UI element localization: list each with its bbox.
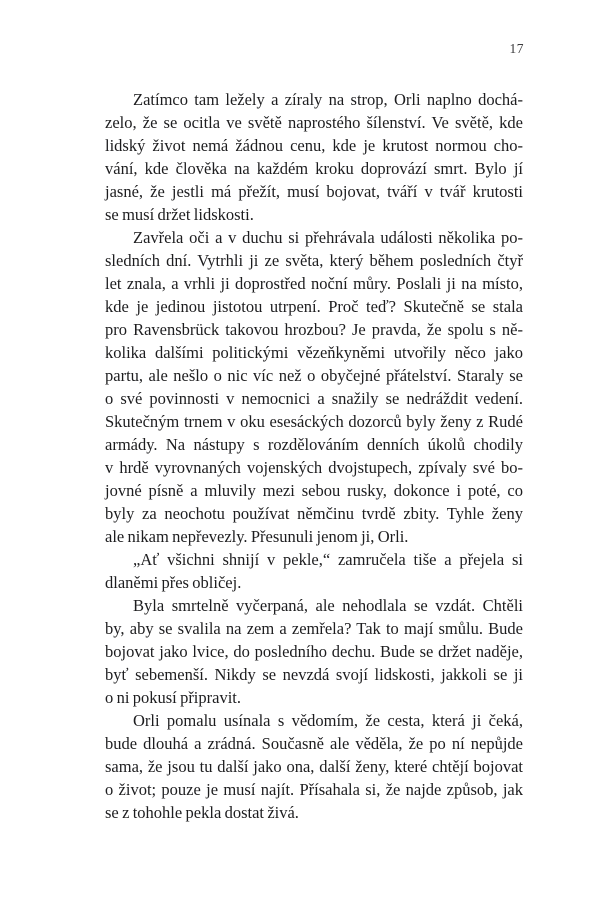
text-line: v hrdě vyrovnaných vojenských dvojstupech, zpívaly své bo- (105, 458, 523, 477)
text-line: „Ať všichni shnijí v pekle,“ zamručela tiše a přejela si (133, 550, 523, 569)
page-number: 17 (509, 41, 524, 56)
text-line: o své povinnosti v nemocnici a snažily se nedráždit vedení. (105, 389, 523, 408)
text-line: let znala, a vrhli ji doprostřed noční můry. Poslali ji na místo, (105, 274, 523, 293)
text-line: bojovat jako lvice, do posledního dechu. Bude se držet naděje, (105, 642, 523, 661)
text-line: byly za neochotu používat němčinu tvrdě zbity. Tyhle ženy (105, 504, 523, 523)
text-line: sledních dní. Vytrhli ji ze světa, který během posledních čtyř (105, 251, 523, 270)
text-line: vání, kde člověka na každém kroku doprovází smrt. Bylo jí (105, 159, 523, 178)
text-line: jasné, že jestli má přežít, musí bojovat, tváří v tvář krutosti (105, 182, 523, 201)
text-line: Orli pomalu usínala s vědomím, že cesta, která ji čeká, (133, 711, 523, 730)
text-line: Byla smrtelně vyčerpaná, ale nehodlala se vzdát. Chtěli (133, 596, 523, 615)
text-line: se musí držet lidskosti. (105, 205, 254, 224)
text-line: dlaněmi přes obličej. (105, 573, 242, 592)
text-block (105, 88, 523, 824)
text-line: kde je jedinou jistotou utrpení. Proč teď? Skutečně se stala (105, 297, 523, 316)
text-line: sama, že jsou tu další jako ona, další ženy, které chtějí bojovat (105, 757, 523, 776)
text-line: o ni pokusí připravit. (105, 688, 242, 707)
text-line: Skutečným trnem v oku esesáckých dozorců byly ženy z Rudé (105, 412, 523, 431)
text-line: lidský život nemá žádnou cenu, kde je krutost normou cho- (105, 136, 523, 155)
text-line: armády. Na nástupy s rozdělováním denních úkolů chodily (105, 435, 523, 454)
text-line: pro Ravensbrück takovou hrozbou? Je pravda, že spolu s ně- (105, 320, 523, 339)
text-line: Zavřela oči a v duchu si přehrávala události několika po- (133, 228, 523, 247)
text-line: byť sebemenší. Nikdy se nevzdá svojí lidskosti, jakkoli se ji (105, 665, 523, 684)
text-line: se z tohohle pekla dostat živá. (105, 803, 299, 822)
text-line: Zatímco tam ležely a zíraly na strop, Orli naplno dochá- (133, 90, 523, 109)
text-line: kolika dalšími politickými vězeňkyněmi utvořily něco jako (105, 343, 523, 362)
text-line: bude dlouhá a zrádná. Současně ale věděla, že po ní nepůjde (105, 734, 523, 753)
text-line: o život; pouze je musí najít. Přísahala si, že najde způsob, jak (105, 780, 523, 799)
text-line: partu, ale nešlo o nic víc než o obyčejné přátelství. Staraly se (105, 366, 523, 385)
text-line: ale nikam nepřevezly. Přesunuli jenom ji, Orli. (105, 527, 409, 546)
text-line: zelo, že se ocitla ve světě naprostého šílenství. Ve světě, kde (105, 113, 523, 132)
text-line: jovné písně a mluvily mezi sebou rusky, dokonce i poté, co (105, 481, 523, 500)
text-line: by, aby se svalila na zem a zemřela? Tak to mají smůlu. Bude (105, 619, 523, 638)
